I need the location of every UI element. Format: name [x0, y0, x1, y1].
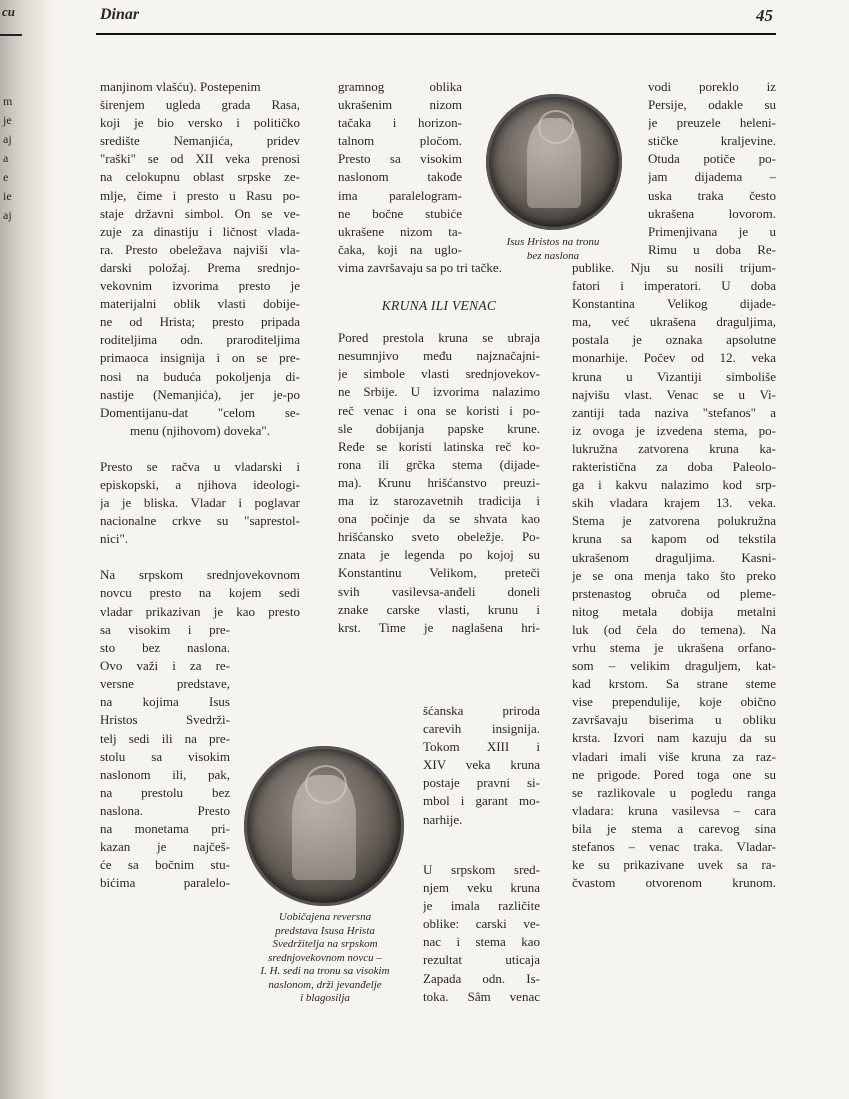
- text-line: središte Nemanjića, pridev: [100, 133, 300, 149]
- text-line: nici".: [100, 531, 129, 547]
- text-line: ke su prikazivane uvek sa ra-: [572, 857, 776, 873]
- text-line: svih vasilevsa-anđeli doneli: [338, 583, 540, 599]
- coin-figure-shape: [292, 775, 356, 881]
- text-line: nastije (Nemanjića), jer je-po: [100, 386, 300, 402]
- text-line: toka. Sâm venac: [423, 988, 540, 1004]
- text-line: Zapada odn. Is-: [423, 970, 540, 986]
- text-line: nesumnjivo među najznačajni-: [338, 348, 540, 364]
- text-line: vladari imali više kruna za raz-: [572, 748, 776, 764]
- column-1-text: [100, 78, 300, 621]
- text-line: je imala različite: [423, 898, 540, 914]
- column-3-text: [572, 259, 776, 892]
- text-line: na kojima Isus: [100, 694, 230, 710]
- text-line: završavaju biserima u obliku: [572, 712, 776, 728]
- text-line: "raški" se od XII veka prenosi: [100, 151, 300, 167]
- text-line: nacionalne crkve su "saprestol-: [100, 513, 300, 529]
- column-2-body: [338, 259, 540, 637]
- text-line: darski položaj. Prema srednjo-: [100, 259, 300, 275]
- text-line: versne predstave,: [100, 676, 230, 692]
- bottom-coin-caption: [232, 911, 418, 1006]
- text-line: nitog metala dobija metalni: [572, 603, 776, 619]
- text-line: mlje, čime i presto u Rasu po-: [100, 187, 300, 203]
- column-2-wrap-text-lower: [423, 702, 540, 829]
- text-line: ra. Presto obeležava najviši vla-: [100, 241, 300, 257]
- text-line: monarhije. Počev od 12. veka: [572, 350, 776, 366]
- text-line: Otuda potiče po-: [648, 151, 776, 167]
- text-line: XIV veka kruna: [423, 757, 540, 773]
- column-2-wrap-text: [338, 78, 462, 259]
- text-line: Stema je zatvorena polukružna: [572, 513, 776, 529]
- caption-line: I. H. sedi na tronu sa visokim: [260, 965, 390, 977]
- coin-figure-shape: [527, 118, 581, 208]
- text-line: Hristos Svedrži-: [100, 712, 230, 728]
- text-line: ja je bliska. Vladar i poglavar: [100, 495, 300, 511]
- text-line: fatori i imperatori. U doba: [572, 278, 776, 294]
- previous-page-fragment: a: [3, 151, 9, 165]
- text-line: ga i kakvu nalazimo kod srp-: [572, 477, 776, 493]
- text-line: vrhu stema je ukrašena orfano-: [572, 639, 776, 655]
- text-line: ma, već ukrašena draguljima,: [572, 314, 776, 330]
- previous-page-fragment: ie: [3, 189, 12, 203]
- text-line: Presto se račva u vladarski i: [100, 458, 300, 474]
- caption-line: i blagosilja: [300, 992, 350, 1004]
- text-line: zuje za dinastiju i ličnost vlada-: [100, 223, 300, 239]
- text-line: Ovo važi i za re-: [100, 658, 230, 674]
- caption-line: bez naslona: [526, 249, 580, 262]
- text-line: rakteristična za doba Paleolo-: [572, 459, 776, 475]
- text-line: skih vladara krajem 13. veka.: [572, 495, 776, 511]
- text-line: oblike: carski ve-: [423, 916, 540, 932]
- text-line: Na srpskom srednjovekovnom: [100, 567, 300, 583]
- text-line: kazan je najčeš-: [100, 839, 230, 855]
- text-line: talnom pločom.: [338, 133, 462, 149]
- text-line: mbol i garant mo-: [423, 793, 540, 809]
- text-line: staje državni simbol. On se ve-: [100, 205, 300, 221]
- text-line: Primenjivana je u: [648, 223, 776, 239]
- text-line: znata je legenda po kojoj su: [338, 547, 540, 563]
- text-line: šćanska priroda: [423, 703, 540, 718]
- text-line: ukrašene nizom ta-: [338, 223, 462, 239]
- text-line: rona ili grčka stema (dijade-: [338, 456, 540, 472]
- text-line: se razlikovale u pogledu ranga: [572, 784, 776, 800]
- text-line: ne bočne stubiće: [338, 205, 462, 221]
- text-line: Persije, odakle su: [648, 97, 776, 113]
- text-line: je preuzele heleni-: [648, 115, 776, 131]
- text-line: naslona. Presto: [100, 802, 230, 818]
- text-line: sa visokim i pre-: [100, 622, 230, 637]
- text-line: postaje pravni si-: [423, 775, 540, 791]
- text-line: postala je oznaka apsolutne: [572, 332, 776, 348]
- text-line: vekovnim izvorima presto je: [100, 278, 300, 294]
- text-line: čvastom otvorenom krunom.: [572, 875, 776, 891]
- previous-page-fragment: m: [3, 94, 13, 108]
- caption-line: srednjovekovnom novcu –: [268, 951, 382, 964]
- text-line: nosi na buduća pokoljenja di-: [100, 368, 300, 384]
- text-line: kruna u Vizantiji simboliše: [572, 368, 776, 384]
- text-line: stefanos – venac traka. Vladar-: [572, 839, 776, 854]
- text-line: uska traka često: [648, 187, 776, 203]
- text-line: na celokupnu oblast srpske ze-: [100, 169, 300, 185]
- previous-page-header: cu: [2, 4, 15, 19]
- text-line: episkopski, a njihova ideologi-: [100, 476, 300, 492]
- caption-line: Isus Hristos na tronu: [506, 236, 600, 248]
- text-line: stolu sa visokim: [100, 748, 230, 764]
- previous-page-fragment: aj: [3, 208, 12, 222]
- text-line: reč venac i ona se koristi i po-: [338, 402, 540, 418]
- text-line: zantiji tada naziva "stefanos" a: [572, 404, 776, 420]
- column-1-wrap-text: [100, 621, 230, 892]
- text-line: telj sedi ili na pre-: [100, 730, 230, 746]
- text-line: vladar prikazivan je kao presto: [100, 603, 300, 619]
- text-line: širenjem ugleda grada Rasa,: [100, 97, 300, 113]
- text-line: na monetama pri-: [100, 821, 230, 837]
- text-line: sle dobijanja papske krune.: [338, 420, 540, 436]
- text-line: Tokom XIII i: [423, 739, 540, 755]
- previous-page-edge: [0, 0, 26, 1099]
- text-line: njem veku kruna: [423, 880, 540, 896]
- column-2-section-text: [338, 329, 540, 637]
- text-line: čaka, koji na uglo-: [338, 241, 462, 257]
- text-line: iz ovoga je izvedena stema, po-: [572, 422, 776, 438]
- previous-page-fragment: e: [3, 170, 9, 184]
- text-line: manjinom vlašću). Postepenim: [100, 79, 261, 94]
- section-heading: KRUNA ILI VENAC: [381, 298, 497, 314]
- text-line: ukrašena lovorom.: [648, 205, 776, 221]
- text-line: stičke kraljevine.: [648, 133, 776, 149]
- text-line: naslonom ili, pak,: [100, 766, 230, 782]
- column-3-wrap-text: [648, 78, 776, 259]
- column-2-wrap-text-bottom: [423, 861, 540, 1006]
- text-line: tačaka i horizon-: [338, 115, 462, 131]
- text-line: Rimu u doba Re-: [648, 241, 776, 257]
- text-line: ne Srbije. U izvorima nalazimo: [338, 384, 540, 400]
- text-line: će sa bočnim stu-: [100, 857, 230, 873]
- text-line: Domentijanu-dat "celom se-: [100, 404, 300, 420]
- text-line: hrišćansko sveto obeležje. Po-: [338, 529, 540, 545]
- text-line: U srpskom sred-: [423, 862, 540, 877]
- text-line: najvišu vlast. Venac se u Vi-: [572, 386, 776, 402]
- caption-line: naslonom, drži jevanđelje: [268, 978, 382, 991]
- text-line: ma). Krunu hrišćanstvo preuzi-: [338, 474, 540, 490]
- paragraph-gap: [100, 548, 300, 566]
- text-line: kad krstom. Sa strane steme: [572, 676, 776, 692]
- text-line: novcu presto na kojem sedi: [100, 585, 300, 601]
- text-line: narhije.: [423, 811, 463, 827]
- text-line: ne prigode. Pored toga one su: [572, 766, 776, 782]
- text-line: koji je bio versko i političko: [100, 115, 300, 131]
- text-line: Presto sa visokim: [338, 151, 462, 167]
- page-number: 45: [756, 6, 773, 25]
- text-line: Konstantina Velikog dijade-: [572, 296, 776, 312]
- text-line: gramnog oblika: [338, 79, 462, 94]
- text-line: materijalni oblik vlasti dobije-: [100, 296, 300, 312]
- text-line: ukrašenim nizom: [338, 97, 462, 113]
- text-line: nac i stema kao: [423, 934, 540, 950]
- text-line: prstenastog obruča od pleme-: [572, 585, 776, 601]
- text-line: ona počinje da se shvata kao: [338, 511, 540, 527]
- text-line: roditeljima odn. praroditeljima: [100, 332, 300, 348]
- text-line: sto bez naslona.: [100, 640, 230, 656]
- text-line: ima paralelogram-: [338, 187, 462, 203]
- text-line: vima završavaju sa po tri tačke.: [338, 260, 502, 275]
- previous-page-fragment: aj: [3, 132, 12, 146]
- text-line: lukružna zatvorena kruna ka-: [572, 440, 776, 456]
- text-line: Ređe se koristi latinska reč ko-: [338, 438, 540, 454]
- text-line: vise prependulije, koje obično: [572, 694, 776, 710]
- text-line: znake carske vlasti, krunu i: [338, 601, 540, 617]
- text-line: ne od Hrista; presto pripada: [100, 314, 300, 330]
- text-line: krst. Time je naglašena hri-: [338, 619, 540, 635]
- header-rule: [96, 33, 776, 35]
- text-line: Pored prestola kruna se ubraja: [338, 330, 540, 346]
- caption-line: predstava Isusa Hrista: [275, 924, 375, 937]
- text-line: krsta. Izvori nam kazuju da su: [572, 730, 776, 746]
- caption-line: Svedržitelja na srpskom: [272, 938, 378, 950]
- text-line: vodi poreklo iz: [648, 79, 776, 94]
- text-line: ukrašenom draguljima. Kasni-: [572, 549, 776, 565]
- text-line: publike. Nju su nosili trijum-: [572, 260, 776, 275]
- previous-page-rule: [0, 34, 22, 36]
- text-line: jam dijadema –: [648, 169, 776, 185]
- coin-reverse-christ-image: [244, 746, 404, 906]
- text-line: primaoca insignija i on se pre-: [100, 350, 300, 366]
- paragraph-gap: [100, 440, 300, 458]
- text-line: kruna sa kapom od tekstila: [572, 531, 776, 547]
- caption-line: Uobičajena reversna: [278, 911, 372, 923]
- running-title: Dinar: [100, 6, 140, 23]
- text-line: rezultat uticaja: [423, 952, 540, 968]
- top-coin-caption: [478, 236, 628, 263]
- text-line: ma iz starozavetnih tradicija i: [338, 493, 540, 509]
- text-line: bićima paralelo-: [100, 875, 230, 891]
- text-line: naslonom takođe: [338, 169, 462, 185]
- text-line: carevih insignija.: [423, 721, 540, 737]
- text-line: som – velikim draguljem, kat-: [572, 658, 776, 674]
- text-line: na prestolu bez: [100, 784, 230, 800]
- text-line: luk (od čela do temena). Na: [572, 621, 776, 637]
- text-line: je simbole vlasti srednjovekov-: [338, 366, 540, 382]
- coin-christ-enthroned-image: [486, 94, 622, 230]
- text-line: Konstantinu Velikom, preteči: [338, 565, 540, 581]
- text-line: menu (njihovom) doveka".: [130, 422, 270, 438]
- text-line: bila je stema a carevog sina: [572, 820, 776, 836]
- text-line: je se ona menja tako što preko: [572, 567, 776, 583]
- text-line: vladara: kruna vasilevsa – cara: [572, 802, 776, 818]
- previous-page-fragment: je: [3, 113, 12, 127]
